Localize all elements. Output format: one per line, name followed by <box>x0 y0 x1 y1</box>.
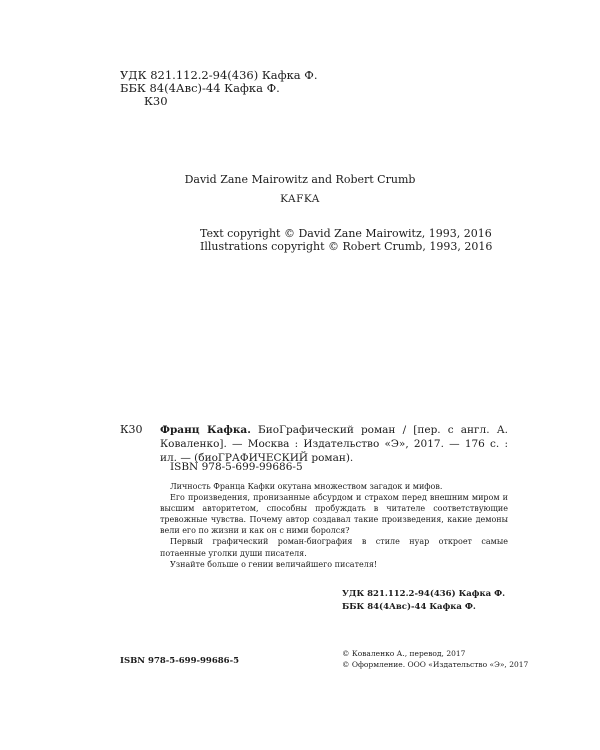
bbk-code-bottom: ББК 84(4Авс)-44 Кафка Ф. <box>342 602 476 612</box>
udk-code-bottom: УДК 821.112.2-94(436) Кафка Ф. <box>342 589 506 599</box>
translation-rights: © Коваленко А., перевод, 2017 <box>342 649 466 658</box>
catalog-title: Франц Кафка. <box>160 424 251 436</box>
isbn-footer: ISBN 978-5-699-99686-5 <box>120 656 240 666</box>
bbk-code: ББК 84(4Авс)-44 Кафка Ф. <box>120 81 280 95</box>
catalog-isbn: ISBN 978-5-699-99686-5 <box>170 461 303 473</box>
catalog-entry <box>160 423 508 465</box>
annotation-paragraph: Личность Франца Кафки окутана множеством загадок и мифов. <box>170 482 443 491</box>
illustrations-copyright: Illustrations copyright © Robert Crumb, 1993, 2016 <box>200 240 493 253</box>
rights-block <box>342 649 528 670</box>
annotation-paragraph: Первый графический роман-биография в стиле нуар откроет самые потаенные уголки души писателя. <box>160 537 508 558</box>
catalog-author-mark: К30 <box>120 423 143 436</box>
annotation-paragraph: Узнайте больше о гении величайшего писателя! <box>170 559 378 569</box>
author-mark: К30 <box>144 94 168 108</box>
original-authors: David Zane Mairowitz and Robert Crumb <box>184 173 416 186</box>
udk-code: УДК 821.112.2-94(436) Кафка Ф. <box>120 68 318 82</box>
udk-header <box>120 69 318 108</box>
text-copyright: Text copyright © David Zane Mairowitz, 1993, 2016 <box>200 227 492 240</box>
catalog-description: БиоГрафический роман / [пер. с англ. А. Коваленко]. — Москва : Издательство «Э», 2017. — 176 с. : ил. — (биоГРАФИЧЕСКИЙ роман). <box>160 424 508 464</box>
udk-footer <box>342 588 505 614</box>
copyright-block <box>200 227 492 253</box>
original-title: KAFKA <box>280 193 320 205</box>
annotation-paragraph: Его произведения, пронизанные абсурдом и страхом перед внешним миром и высшим авторитетом, способны пробуждать в читателе соответствующие тревожные чувства. Почему автор создавал такие произведения, какие демоны вели его по жизни и как он с ними боролся? <box>160 493 508 536</box>
design-rights: © Оформление. ООО «Издательство «Э», 2017 <box>342 659 529 669</box>
annotation <box>160 481 508 570</box>
